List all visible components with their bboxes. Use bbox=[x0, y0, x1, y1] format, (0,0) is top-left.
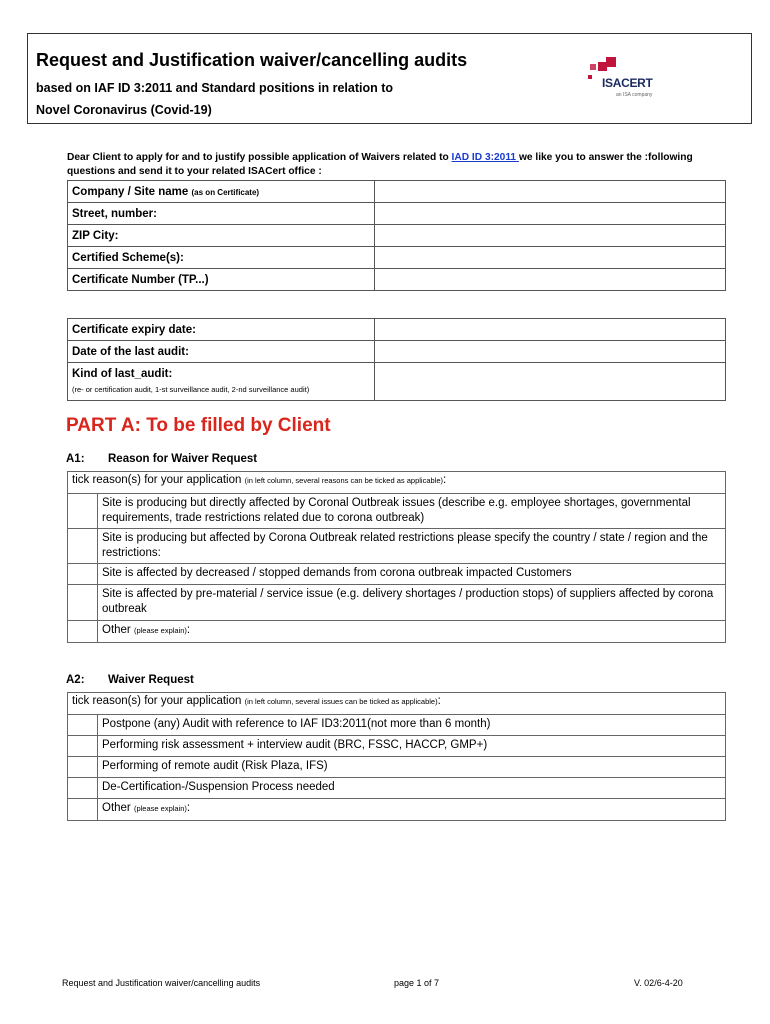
scheme-field[interactable] bbox=[375, 247, 726, 269]
a2-title: Waiver Request bbox=[108, 674, 194, 686]
a1-reason-1: Site is producing but directly affected by Coronal Outbreak issues (describe e.g. employee shortages, governmental requirements, trade restrictions related due to corona outbreak) bbox=[98, 494, 726, 529]
header-box bbox=[27, 33, 752, 124]
a1-checkbox-3[interactable] bbox=[68, 564, 98, 585]
a2-checkbox-2[interactable] bbox=[68, 736, 98, 757]
audit-info-table bbox=[67, 318, 726, 401]
scheme-label: Certified Scheme(s): bbox=[68, 247, 375, 269]
street-field[interactable] bbox=[375, 203, 726, 225]
a1-title: Reason for Waiver Request bbox=[108, 453, 258, 465]
footer-doc-title: Request and Justification waiver/cancelling audits bbox=[62, 978, 261, 988]
document-title: Request and Justification waiver/cancelling audits bbox=[36, 50, 468, 70]
a1-reason-2: Site is producing but affected by Corona Outbreak related restrictions please specify the country / state / region and the restrictions: bbox=[98, 529, 726, 564]
a1-checkbox-4[interactable] bbox=[68, 585, 98, 621]
last-audit-label: Date of the last audit: bbox=[68, 341, 375, 363]
a2-request-4: De-Certification-/Suspension Process needed bbox=[98, 778, 726, 799]
footer-version: V. 02/6-4-20 bbox=[634, 978, 683, 988]
a2-number: A2: bbox=[66, 674, 85, 686]
a2-checkbox-5[interactable] bbox=[68, 799, 98, 821]
a2-checkbox-3[interactable] bbox=[68, 757, 98, 778]
iaf-id-link[interactable]: IAD ID 3:2011 bbox=[451, 152, 519, 163]
expiry-label: Certificate expiry date: bbox=[68, 319, 375, 341]
document-subtitle-line1: based on IAF ID 3:2011 and Standard positions in relation to bbox=[36, 81, 394, 95]
a2-request-2: Performing risk assessment + interview audit (BRC, FSSC, HACCP, GMP+) bbox=[98, 736, 726, 757]
zip-label: ZIP City: bbox=[68, 225, 375, 247]
company-label: Company / Site name (as on Certificate) bbox=[68, 181, 375, 203]
certnum-label: Certificate Number (TP...) bbox=[68, 269, 375, 291]
a2-request-other: Other (please explain): bbox=[98, 799, 726, 821]
a1-number: A1: bbox=[66, 453, 85, 465]
part-a-heading: PART A: To be filled by Client bbox=[66, 415, 331, 436]
company-field[interactable] bbox=[375, 181, 726, 203]
street-label: Street, number: bbox=[68, 203, 375, 225]
a2-requests-table bbox=[67, 692, 726, 821]
a1-reason-3: Site is affected by decreased / stopped demands from corona outbreak impacted Customers bbox=[98, 564, 726, 585]
a2-request-1: Postpone (any) Audit with reference to IAF ID3:2011(not more than 6 month) bbox=[98, 715, 726, 736]
a1-instructions: tick reason(s) for your application (in left column, several reasons can be ticked as applicable): bbox=[68, 472, 726, 494]
client-info-table bbox=[67, 180, 726, 291]
a1-checkbox-1[interactable] bbox=[68, 494, 98, 529]
a1-checkbox-2[interactable] bbox=[68, 529, 98, 564]
expiry-field[interactable] bbox=[375, 319, 726, 341]
a1-reason-other: Other (please explain): bbox=[98, 621, 726, 643]
a2-checkbox-4[interactable] bbox=[68, 778, 98, 799]
a1-reasons-table bbox=[67, 471, 726, 643]
a1-reason-4: Site is affected by pre-material / service issue (e.g. delivery shortages / production stops) of suppliers affected by corona outbreak bbox=[98, 585, 726, 621]
kind-label: Kind of last_audit: (re- or certification audit, 1-st surveillance audit, 2-nd surveillance audit) bbox=[68, 363, 375, 401]
footer-page-number: page 1 of 7 bbox=[394, 978, 440, 988]
zip-field[interactable] bbox=[375, 225, 726, 247]
last-audit-field[interactable] bbox=[375, 341, 726, 363]
a2-instructions: tick reason(s) for your application (in left column, several issues can be ticked as applicable): bbox=[68, 693, 726, 715]
a1-checkbox-5[interactable] bbox=[68, 621, 98, 643]
document-subtitle-line2: Novel Coronavirus (Covid-19) bbox=[36, 103, 212, 117]
logo-wordmark: ISACERT bbox=[602, 76, 653, 90]
a2-request-3: Performing of remote audit (Risk Plaza, IFS) bbox=[98, 757, 726, 778]
intro-paragraph: Dear Client to apply for and to justify possible application of Waivers related to IAD ID 3:2011 we like you to answer the :following questions and send it to your related ISACert office : bbox=[67, 152, 693, 177]
logo-tagline: an ISA company bbox=[616, 92, 653, 98]
kind-field[interactable] bbox=[375, 363, 726, 401]
isacert-logo bbox=[586, 54, 686, 104]
kind-note: (re- or certification audit, 1-st surveillance audit, 2-nd surveillance audit) bbox=[72, 384, 310, 394]
certnum-field[interactable] bbox=[375, 269, 726, 291]
a2-checkbox-1[interactable] bbox=[68, 715, 98, 736]
